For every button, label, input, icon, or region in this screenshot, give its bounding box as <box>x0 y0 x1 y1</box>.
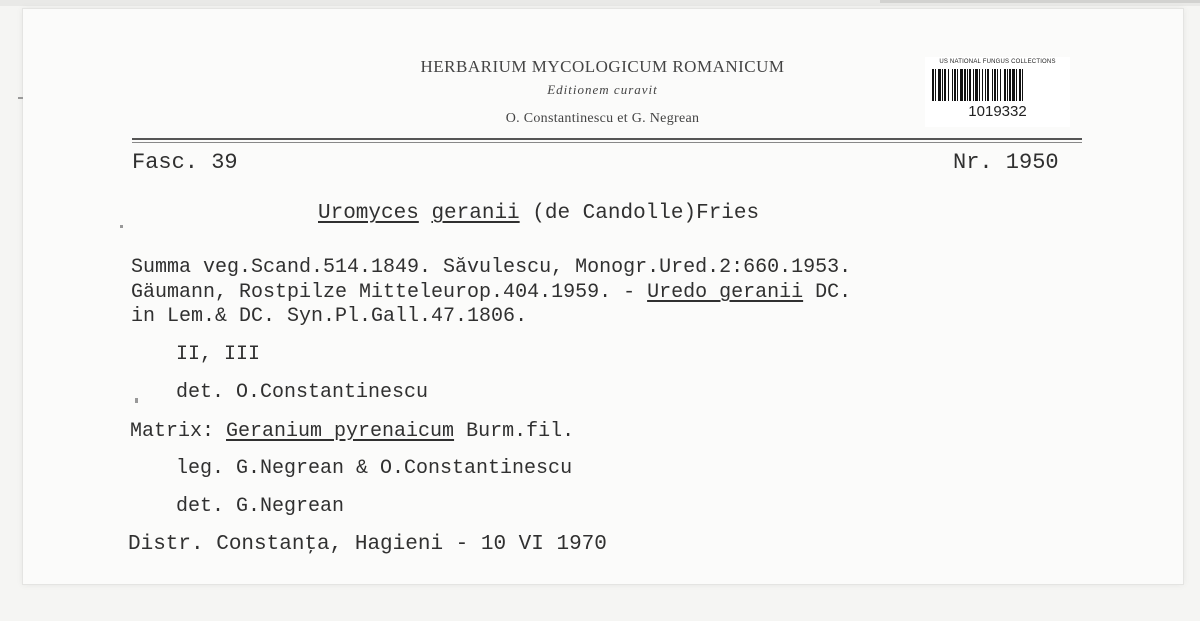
herbarium-title: HERBARIUM MYCOLOGICUM ROMANICUM <box>420 57 785 76</box>
locality-date: Distr. Constanţa, Hagieni - 10 VI 1970 <box>128 533 607 556</box>
species-genus: Uromyces <box>318 202 419 225</box>
barcode-institution: US NATIONAL FUNGUS COLLECTIONS <box>939 59 1056 65</box>
spore-stages: II, III <box>176 343 261 366</box>
host-species: Geranium pyrenaicum <box>226 420 455 443</box>
reference-line-1: Summa veg.Scand.514.1849. Săvulescu, Monogr.Ured.2:660.1953. <box>131 256 852 279</box>
barcode-number: 1019332 <box>968 103 1027 120</box>
synonym-author: DC. <box>803 281 852 304</box>
matrix-label: Matrix: <box>130 420 227 443</box>
header-divider-thin <box>132 142 1082 143</box>
species-epithet: geranii <box>431 202 520 225</box>
fascicle-number: Fasc. 39 <box>132 150 238 175</box>
barcode-label <box>925 57 1070 127</box>
specimen-number: Nr. 1950 <box>953 150 1059 175</box>
reference-line-2-text: Gäumann, Rostpilze Mitteleurop.404.1959. - <box>131 281 648 304</box>
reference-line-2 <box>131 281 851 304</box>
stray-mark <box>135 398 138 403</box>
edge-tick <box>18 97 23 99</box>
herbarium-subtitle: Editionem curavit <box>547 82 658 97</box>
reference-line-3: in Lem.& DC. Syn.Pl.Gall.47.1806. <box>131 305 528 328</box>
page-edge-mark <box>880 0 1200 3</box>
determiner-fungus: det. O.Constantinescu <box>176 381 429 404</box>
host-author: Burm.fil. <box>454 420 575 443</box>
matrix-host <box>130 420 574 443</box>
barcode-icon <box>932 69 1063 101</box>
species-name <box>318 202 759 225</box>
header-divider <box>132 138 1082 140</box>
determiner-host: det. G.Negrean <box>176 495 345 518</box>
species-author: (de Candolle)Fries <box>532 202 760 225</box>
collectors: leg. G.Negrean & O.Constantinescu <box>176 457 573 480</box>
stray-dot <box>120 225 123 228</box>
synonym-name: Uredo geranii <box>647 281 804 304</box>
herbarium-editors: O. Constantinescu et G. Negrean <box>505 111 700 126</box>
